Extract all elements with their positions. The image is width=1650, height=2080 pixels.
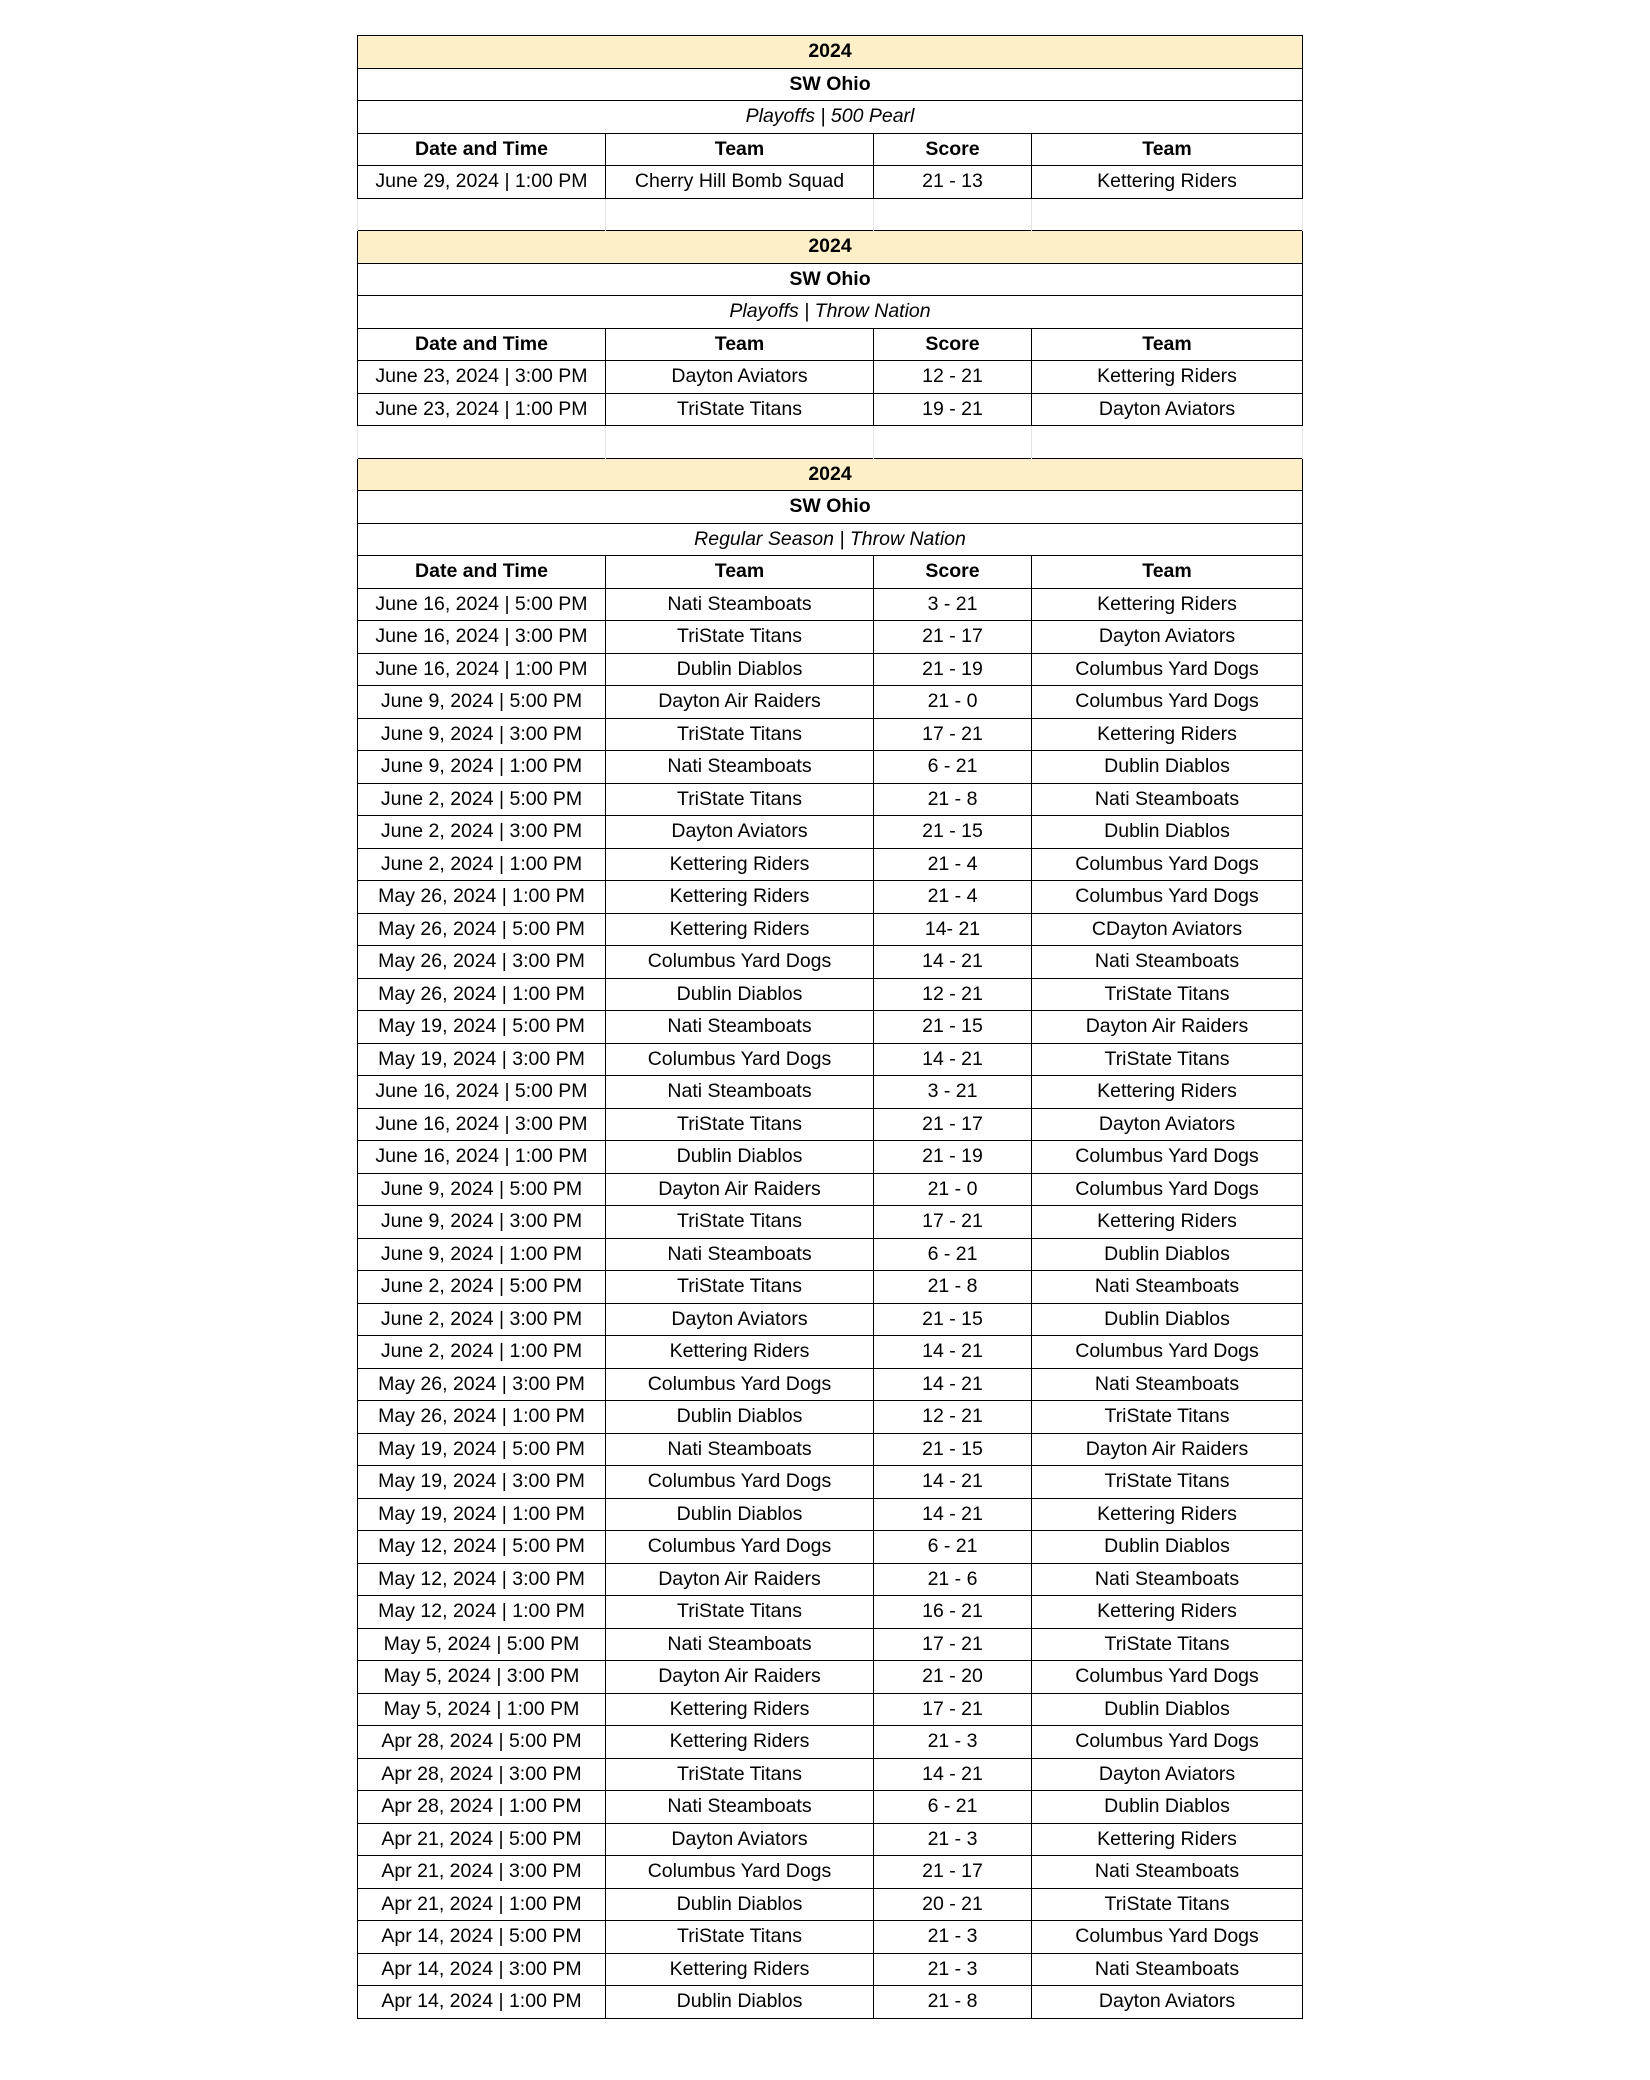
table-row xyxy=(358,1693,1303,1726)
cell-team-away: Columbus Yard Dogs xyxy=(1032,1921,1303,1954)
cell-team-home: Columbus Yard Dogs xyxy=(606,1466,874,1499)
header-team-home: Team xyxy=(606,328,874,361)
cell-team-home: TriState Titans xyxy=(606,1206,874,1239)
cell-date-time: May 12, 2024 | 1:00 PM xyxy=(358,1596,606,1629)
cell-date-time: June 2, 2024 | 3:00 PM xyxy=(358,816,606,849)
section-label: Regular Season | Throw Nation xyxy=(358,523,1303,556)
spacer-cell xyxy=(606,198,874,231)
cell-team-away: Columbus Yard Dogs xyxy=(1032,1173,1303,1206)
cell-team-home: TriState Titans xyxy=(606,1271,874,1304)
cell-team-home: Dayton Air Raiders xyxy=(606,1563,874,1596)
cell-date-time: June 2, 2024 | 1:00 PM xyxy=(358,1336,606,1369)
division-row xyxy=(358,263,1303,296)
cell-team-away: Dublin Diablos xyxy=(1032,1693,1303,1726)
cell-score: 21 - 8 xyxy=(874,783,1032,816)
cell-team-away: Dublin Diablos xyxy=(1032,1791,1303,1824)
table-row xyxy=(358,1173,1303,1206)
table-row xyxy=(358,848,1303,881)
cell-team-away: TriState Titans xyxy=(1032,1888,1303,1921)
cell-team-home: Dayton Air Raiders xyxy=(606,686,874,719)
header-team-away: Team xyxy=(1032,133,1303,166)
table-row xyxy=(358,913,1303,946)
cell-score: 21 - 6 xyxy=(874,1563,1032,1596)
cell-team-away: Kettering Riders xyxy=(1032,1498,1303,1531)
cell-date-time: June 9, 2024 | 1:00 PM xyxy=(358,751,606,784)
column-header-row xyxy=(358,133,1303,166)
cell-team-away: Nati Steamboats xyxy=(1032,1953,1303,1986)
cell-score: 21 - 15 xyxy=(874,1303,1032,1336)
table-row xyxy=(358,653,1303,686)
cell-date-time: June 16, 2024 | 3:00 PM xyxy=(358,1108,606,1141)
cell-score: 20 - 21 xyxy=(874,1888,1032,1921)
cell-team-home: Cherry Hill Bomb Squad xyxy=(606,166,874,199)
cell-score: 21 - 0 xyxy=(874,686,1032,719)
cell-team-home: Dublin Diablos xyxy=(606,978,874,1011)
table-row xyxy=(358,1303,1303,1336)
table-row xyxy=(358,1108,1303,1141)
cell-date-time: June 9, 2024 | 3:00 PM xyxy=(358,1206,606,1239)
cell-team-home: Nati Steamboats xyxy=(606,588,874,621)
cell-team-home: Dayton Aviators xyxy=(606,1303,874,1336)
cell-team-away: Nati Steamboats xyxy=(1032,1856,1303,1889)
cell-date-time: May 19, 2024 | 3:00 PM xyxy=(358,1466,606,1499)
table-row xyxy=(358,816,1303,849)
table-row xyxy=(358,751,1303,784)
cell-date-time: June 9, 2024 | 3:00 PM xyxy=(358,718,606,751)
table-row xyxy=(358,1206,1303,1239)
table-row xyxy=(358,1141,1303,1174)
cell-date-time: June 9, 2024 | 5:00 PM xyxy=(358,1173,606,1206)
cell-score: 14 - 21 xyxy=(874,1466,1032,1499)
cell-team-home: Nati Steamboats xyxy=(606,1076,874,1109)
table-row xyxy=(358,1076,1303,1109)
cell-date-time: Apr 14, 2024 | 5:00 PM xyxy=(358,1921,606,1954)
cell-date-time: May 5, 2024 | 1:00 PM xyxy=(358,1693,606,1726)
header-team-away: Team xyxy=(1032,556,1303,589)
cell-team-away: Kettering Riders xyxy=(1032,1206,1303,1239)
table-row xyxy=(358,1271,1303,1304)
year-label: 2024 xyxy=(358,458,1303,491)
cell-score: 21 - 13 xyxy=(874,166,1032,199)
cell-score: 3 - 21 xyxy=(874,588,1032,621)
cell-team-home: Dublin Diablos xyxy=(606,1401,874,1434)
table-row xyxy=(358,393,1303,426)
cell-date-time: June 2, 2024 | 5:00 PM xyxy=(358,1271,606,1304)
column-header-row xyxy=(358,328,1303,361)
table-row xyxy=(358,1043,1303,1076)
section-row xyxy=(358,101,1303,134)
cell-team-away: Columbus Yard Dogs xyxy=(1032,881,1303,914)
cell-date-time: Apr 14, 2024 | 1:00 PM xyxy=(358,1986,606,2019)
table-row xyxy=(358,1986,1303,2019)
table-row xyxy=(358,1628,1303,1661)
cell-date-time: June 9, 2024 | 5:00 PM xyxy=(358,686,606,719)
cell-score: 21 - 15 xyxy=(874,1433,1032,1466)
cell-score: 17 - 21 xyxy=(874,1693,1032,1726)
cell-score: 21 - 17 xyxy=(874,1108,1032,1141)
cell-score: 21 - 3 xyxy=(874,1953,1032,1986)
cell-team-home: Dublin Diablos xyxy=(606,653,874,686)
cell-team-home: Dayton Air Raiders xyxy=(606,1661,874,1694)
cell-team-away: Kettering Riders xyxy=(1032,166,1303,199)
cell-team-home: Columbus Yard Dogs xyxy=(606,1531,874,1564)
cell-score: 17 - 21 xyxy=(874,1206,1032,1239)
division-label: SW Ohio xyxy=(358,263,1303,296)
cell-team-away: Dayton Aviators xyxy=(1032,1108,1303,1141)
cell-date-time: May 26, 2024 | 3:00 PM xyxy=(358,1368,606,1401)
section-label: Playoffs | Throw Nation xyxy=(358,296,1303,329)
cell-date-time: May 26, 2024 | 1:00 PM xyxy=(358,978,606,1011)
cell-team-away: Nati Steamboats xyxy=(1032,1368,1303,1401)
cell-team-away: Columbus Yard Dogs xyxy=(1032,1661,1303,1694)
cell-team-away: Nati Steamboats xyxy=(1032,946,1303,979)
cell-team-away: Kettering Riders xyxy=(1032,361,1303,394)
cell-team-home: Kettering Riders xyxy=(606,1336,874,1369)
cell-team-home: Dublin Diablos xyxy=(606,1498,874,1531)
cell-score: 14- 21 xyxy=(874,913,1032,946)
table-spacer xyxy=(358,426,1303,459)
cell-team-away: TriState Titans xyxy=(1032,1628,1303,1661)
year-label: 2024 xyxy=(358,231,1303,264)
table-row xyxy=(358,1466,1303,1499)
cell-team-away: Kettering Riders xyxy=(1032,1076,1303,1109)
cell-team-away: Columbus Yard Dogs xyxy=(1032,1141,1303,1174)
table-row xyxy=(358,1823,1303,1856)
header-score: Score xyxy=(874,328,1032,361)
cell-date-time: May 12, 2024 | 3:00 PM xyxy=(358,1563,606,1596)
cell-score: 6 - 21 xyxy=(874,1531,1032,1564)
table-row xyxy=(358,718,1303,751)
division-row xyxy=(358,68,1303,101)
cell-team-home: TriState Titans xyxy=(606,621,874,654)
cell-score: 3 - 21 xyxy=(874,1076,1032,1109)
cell-score: 21 - 17 xyxy=(874,621,1032,654)
cell-score: 19 - 21 xyxy=(874,393,1032,426)
table-row xyxy=(358,978,1303,1011)
cell-score: 14 - 21 xyxy=(874,946,1032,979)
cell-team-home: Nati Steamboats xyxy=(606,1433,874,1466)
cell-team-away: Dublin Diablos xyxy=(1032,1303,1303,1336)
cell-team-away: CDayton Aviators xyxy=(1032,913,1303,946)
cell-date-time: May 5, 2024 | 3:00 PM xyxy=(358,1661,606,1694)
table-row xyxy=(358,1758,1303,1791)
cell-team-away: Columbus Yard Dogs xyxy=(1032,653,1303,686)
table-row xyxy=(358,1888,1303,1921)
table-row xyxy=(358,1953,1303,1986)
cell-team-home: TriState Titans xyxy=(606,1921,874,1954)
year-banner xyxy=(358,231,1303,264)
column-header-row xyxy=(358,556,1303,589)
cell-team-home: Dayton Aviators xyxy=(606,816,874,849)
table-row xyxy=(358,881,1303,914)
cell-date-time: May 26, 2024 | 3:00 PM xyxy=(358,946,606,979)
cell-date-time: June 23, 2024 | 3:00 PM xyxy=(358,361,606,394)
cell-team-away: Dayton Aviators xyxy=(1032,621,1303,654)
cell-team-home: TriState Titans xyxy=(606,1596,874,1629)
cell-team-away: Nati Steamboats xyxy=(1032,1563,1303,1596)
cell-team-away: Nati Steamboats xyxy=(1032,1271,1303,1304)
header-date-time: Date and Time xyxy=(358,133,606,166)
cell-team-away: Nati Steamboats xyxy=(1032,783,1303,816)
header-team-home: Team xyxy=(606,133,874,166)
cell-team-home: Columbus Yard Dogs xyxy=(606,1368,874,1401)
header-date-time: Date and Time xyxy=(358,328,606,361)
cell-score: 21 - 4 xyxy=(874,848,1032,881)
cell-score: 21 - 3 xyxy=(874,1921,1032,1954)
cell-date-time: June 16, 2024 | 5:00 PM xyxy=(358,588,606,621)
cell-score: 17 - 21 xyxy=(874,1628,1032,1661)
cell-score: 17 - 21 xyxy=(874,718,1032,751)
cell-score: 14 - 21 xyxy=(874,1336,1032,1369)
cell-score: 21 - 4 xyxy=(874,881,1032,914)
table-row xyxy=(358,1238,1303,1271)
cell-date-time: May 26, 2024 | 5:00 PM xyxy=(358,913,606,946)
cell-date-time: June 16, 2024 | 1:00 PM xyxy=(358,653,606,686)
table-row xyxy=(358,1596,1303,1629)
cell-team-home: Dayton Aviators xyxy=(606,361,874,394)
cell-date-time: May 19, 2024 | 5:00 PM xyxy=(358,1433,606,1466)
cell-score: 21 - 15 xyxy=(874,816,1032,849)
cell-team-away: Columbus Yard Dogs xyxy=(1032,1336,1303,1369)
spacer-cell xyxy=(358,198,606,231)
table-row xyxy=(358,1011,1303,1044)
cell-team-away: Dayton Aviators xyxy=(1032,1986,1303,2019)
cell-date-time: Apr 21, 2024 | 3:00 PM xyxy=(358,1856,606,1889)
cell-team-away: Dayton Aviators xyxy=(1032,1758,1303,1791)
table-row xyxy=(358,166,1303,199)
table-row xyxy=(358,588,1303,621)
cell-team-away: Dublin Diablos xyxy=(1032,751,1303,784)
cell-team-away: Dayton Air Raiders xyxy=(1032,1011,1303,1044)
cell-team-home: Kettering Riders xyxy=(606,1693,874,1726)
cell-score: 6 - 21 xyxy=(874,1238,1032,1271)
spacer-cell xyxy=(1032,426,1303,459)
table-row xyxy=(358,686,1303,719)
cell-score: 21 - 3 xyxy=(874,1823,1032,1856)
table-row xyxy=(358,946,1303,979)
cell-date-time: May 19, 2024 | 3:00 PM xyxy=(358,1043,606,1076)
header-team-home: Team xyxy=(606,556,874,589)
cell-team-home: Kettering Riders xyxy=(606,1953,874,1986)
cell-date-time: June 29, 2024 | 1:00 PM xyxy=(358,166,606,199)
cell-team-home: Nati Steamboats xyxy=(606,1238,874,1271)
section-row xyxy=(358,523,1303,556)
cell-team-away: TriState Titans xyxy=(1032,1466,1303,1499)
header-date-time: Date and Time xyxy=(358,556,606,589)
header-team-away: Team xyxy=(1032,328,1303,361)
cell-score: 14 - 21 xyxy=(874,1498,1032,1531)
cell-team-home: Dayton Aviators xyxy=(606,1823,874,1856)
cell-score: 21 - 8 xyxy=(874,1271,1032,1304)
header-score: Score xyxy=(874,556,1032,589)
schedule-table xyxy=(357,35,1303,2019)
cell-team-away: Dayton Air Raiders xyxy=(1032,1433,1303,1466)
cell-score: 16 - 21 xyxy=(874,1596,1032,1629)
cell-date-time: May 26, 2024 | 1:00 PM xyxy=(358,1401,606,1434)
year-banner xyxy=(358,458,1303,491)
cell-score: 21 - 3 xyxy=(874,1726,1032,1759)
cell-date-time: June 2, 2024 | 1:00 PM xyxy=(358,848,606,881)
division-label: SW Ohio xyxy=(358,491,1303,524)
table-spacer xyxy=(358,198,1303,231)
section-row xyxy=(358,296,1303,329)
cell-team-away: Kettering Riders xyxy=(1032,718,1303,751)
cell-team-home: Columbus Yard Dogs xyxy=(606,946,874,979)
cell-score: 21 - 19 xyxy=(874,653,1032,686)
cell-date-time: May 26, 2024 | 1:00 PM xyxy=(358,881,606,914)
cell-score: 21 - 8 xyxy=(874,1986,1032,2019)
table-row xyxy=(358,1791,1303,1824)
year-banner xyxy=(358,36,1303,69)
cell-score: 21 - 20 xyxy=(874,1661,1032,1694)
cell-team-home: Nati Steamboats xyxy=(606,1628,874,1661)
cell-team-home: Columbus Yard Dogs xyxy=(606,1043,874,1076)
cell-date-time: June 23, 2024 | 1:00 PM xyxy=(358,393,606,426)
cell-team-away: TriState Titans xyxy=(1032,978,1303,1011)
cell-team-home: Nati Steamboats xyxy=(606,1791,874,1824)
cell-team-home: TriState Titans xyxy=(606,783,874,816)
table-row xyxy=(358,1661,1303,1694)
cell-score: 12 - 21 xyxy=(874,978,1032,1011)
cell-team-home: Dublin Diablos xyxy=(606,1888,874,1921)
cell-score: 6 - 21 xyxy=(874,1791,1032,1824)
cell-team-home: Dayton Air Raiders xyxy=(606,1173,874,1206)
table-row xyxy=(358,1401,1303,1434)
table-row xyxy=(358,1433,1303,1466)
cell-score: 14 - 21 xyxy=(874,1043,1032,1076)
cell-team-away: TriState Titans xyxy=(1032,1401,1303,1434)
cell-date-time: Apr 28, 2024 | 5:00 PM xyxy=(358,1726,606,1759)
cell-team-away: Columbus Yard Dogs xyxy=(1032,848,1303,881)
cell-team-home: Kettering Riders xyxy=(606,848,874,881)
cell-date-time: Apr 21, 2024 | 1:00 PM xyxy=(358,1888,606,1921)
cell-score: 6 - 21 xyxy=(874,751,1032,784)
cell-team-home: Dublin Diablos xyxy=(606,1141,874,1174)
cell-team-home: Columbus Yard Dogs xyxy=(606,1856,874,1889)
spacer-cell xyxy=(358,426,606,459)
cell-team-away: Columbus Yard Dogs xyxy=(1032,1726,1303,1759)
cell-team-away: Columbus Yard Dogs xyxy=(1032,686,1303,719)
cell-date-time: June 16, 2024 | 3:00 PM xyxy=(358,621,606,654)
cell-score: 21 - 17 xyxy=(874,1856,1032,1889)
cell-date-time: May 12, 2024 | 5:00 PM xyxy=(358,1531,606,1564)
cell-team-away: Kettering Riders xyxy=(1032,1823,1303,1856)
cell-date-time: Apr 21, 2024 | 5:00 PM xyxy=(358,1823,606,1856)
cell-team-home: TriState Titans xyxy=(606,393,874,426)
cell-score: 12 - 21 xyxy=(874,361,1032,394)
cell-score: 21 - 19 xyxy=(874,1141,1032,1174)
cell-team-away: Kettering Riders xyxy=(1032,588,1303,621)
cell-date-time: Apr 28, 2024 | 3:00 PM xyxy=(358,1758,606,1791)
cell-date-time: May 19, 2024 | 1:00 PM xyxy=(358,1498,606,1531)
cell-team-home: Kettering Riders xyxy=(606,881,874,914)
cell-team-away: Dublin Diablos xyxy=(1032,1531,1303,1564)
table-row xyxy=(358,1856,1303,1889)
cell-score: 14 - 21 xyxy=(874,1758,1032,1791)
cell-date-time: June 9, 2024 | 1:00 PM xyxy=(358,1238,606,1271)
cell-score: 14 - 21 xyxy=(874,1368,1032,1401)
table-row xyxy=(358,1368,1303,1401)
cell-team-home: Nati Steamboats xyxy=(606,751,874,784)
section-label: Playoffs | 500 Pearl xyxy=(358,101,1303,134)
division-row xyxy=(358,491,1303,524)
cell-date-time: Apr 14, 2024 | 3:00 PM xyxy=(358,1953,606,1986)
table-row xyxy=(358,1726,1303,1759)
cell-team-away: Dublin Diablos xyxy=(1032,816,1303,849)
table-row xyxy=(358,783,1303,816)
division-label: SW Ohio xyxy=(358,68,1303,101)
cell-score: 21 - 15 xyxy=(874,1011,1032,1044)
cell-date-time: June 16, 2024 | 1:00 PM xyxy=(358,1141,606,1174)
cell-team-home: Dublin Diablos xyxy=(606,1986,874,2019)
cell-date-time: May 19, 2024 | 5:00 PM xyxy=(358,1011,606,1044)
cell-team-home: Kettering Riders xyxy=(606,1726,874,1759)
cell-date-time: June 16, 2024 | 5:00 PM xyxy=(358,1076,606,1109)
cell-team-away: TriState Titans xyxy=(1032,1043,1303,1076)
cell-team-away: Dayton Aviators xyxy=(1032,393,1303,426)
table-row xyxy=(358,1498,1303,1531)
header-score: Score xyxy=(874,133,1032,166)
table-row xyxy=(358,361,1303,394)
cell-date-time: June 2, 2024 | 5:00 PM xyxy=(358,783,606,816)
cell-team-home: Nati Steamboats xyxy=(606,1011,874,1044)
table-row xyxy=(358,621,1303,654)
cell-team-away: Kettering Riders xyxy=(1032,1596,1303,1629)
cell-score: 21 - 0 xyxy=(874,1173,1032,1206)
cell-team-home: TriState Titans xyxy=(606,1108,874,1141)
cell-team-home: Kettering Riders xyxy=(606,913,874,946)
cell-date-time: May 5, 2024 | 5:00 PM xyxy=(358,1628,606,1661)
table-row xyxy=(358,1336,1303,1369)
table-row xyxy=(358,1563,1303,1596)
cell-score: 12 - 21 xyxy=(874,1401,1032,1434)
spacer-cell xyxy=(1032,198,1303,231)
spacer-cell xyxy=(606,426,874,459)
cell-team-home: TriState Titans xyxy=(606,1758,874,1791)
cell-team-away: Dublin Diablos xyxy=(1032,1238,1303,1271)
table-row xyxy=(358,1921,1303,1954)
table-row xyxy=(358,1531,1303,1564)
schedule-document xyxy=(357,35,1302,2019)
cell-team-home: TriState Titans xyxy=(606,718,874,751)
year-label: 2024 xyxy=(358,36,1303,69)
cell-date-time: Apr 28, 2024 | 1:00 PM xyxy=(358,1791,606,1824)
cell-date-time: June 2, 2024 | 3:00 PM xyxy=(358,1303,606,1336)
spacer-cell xyxy=(874,426,1032,459)
spacer-cell xyxy=(874,198,1032,231)
